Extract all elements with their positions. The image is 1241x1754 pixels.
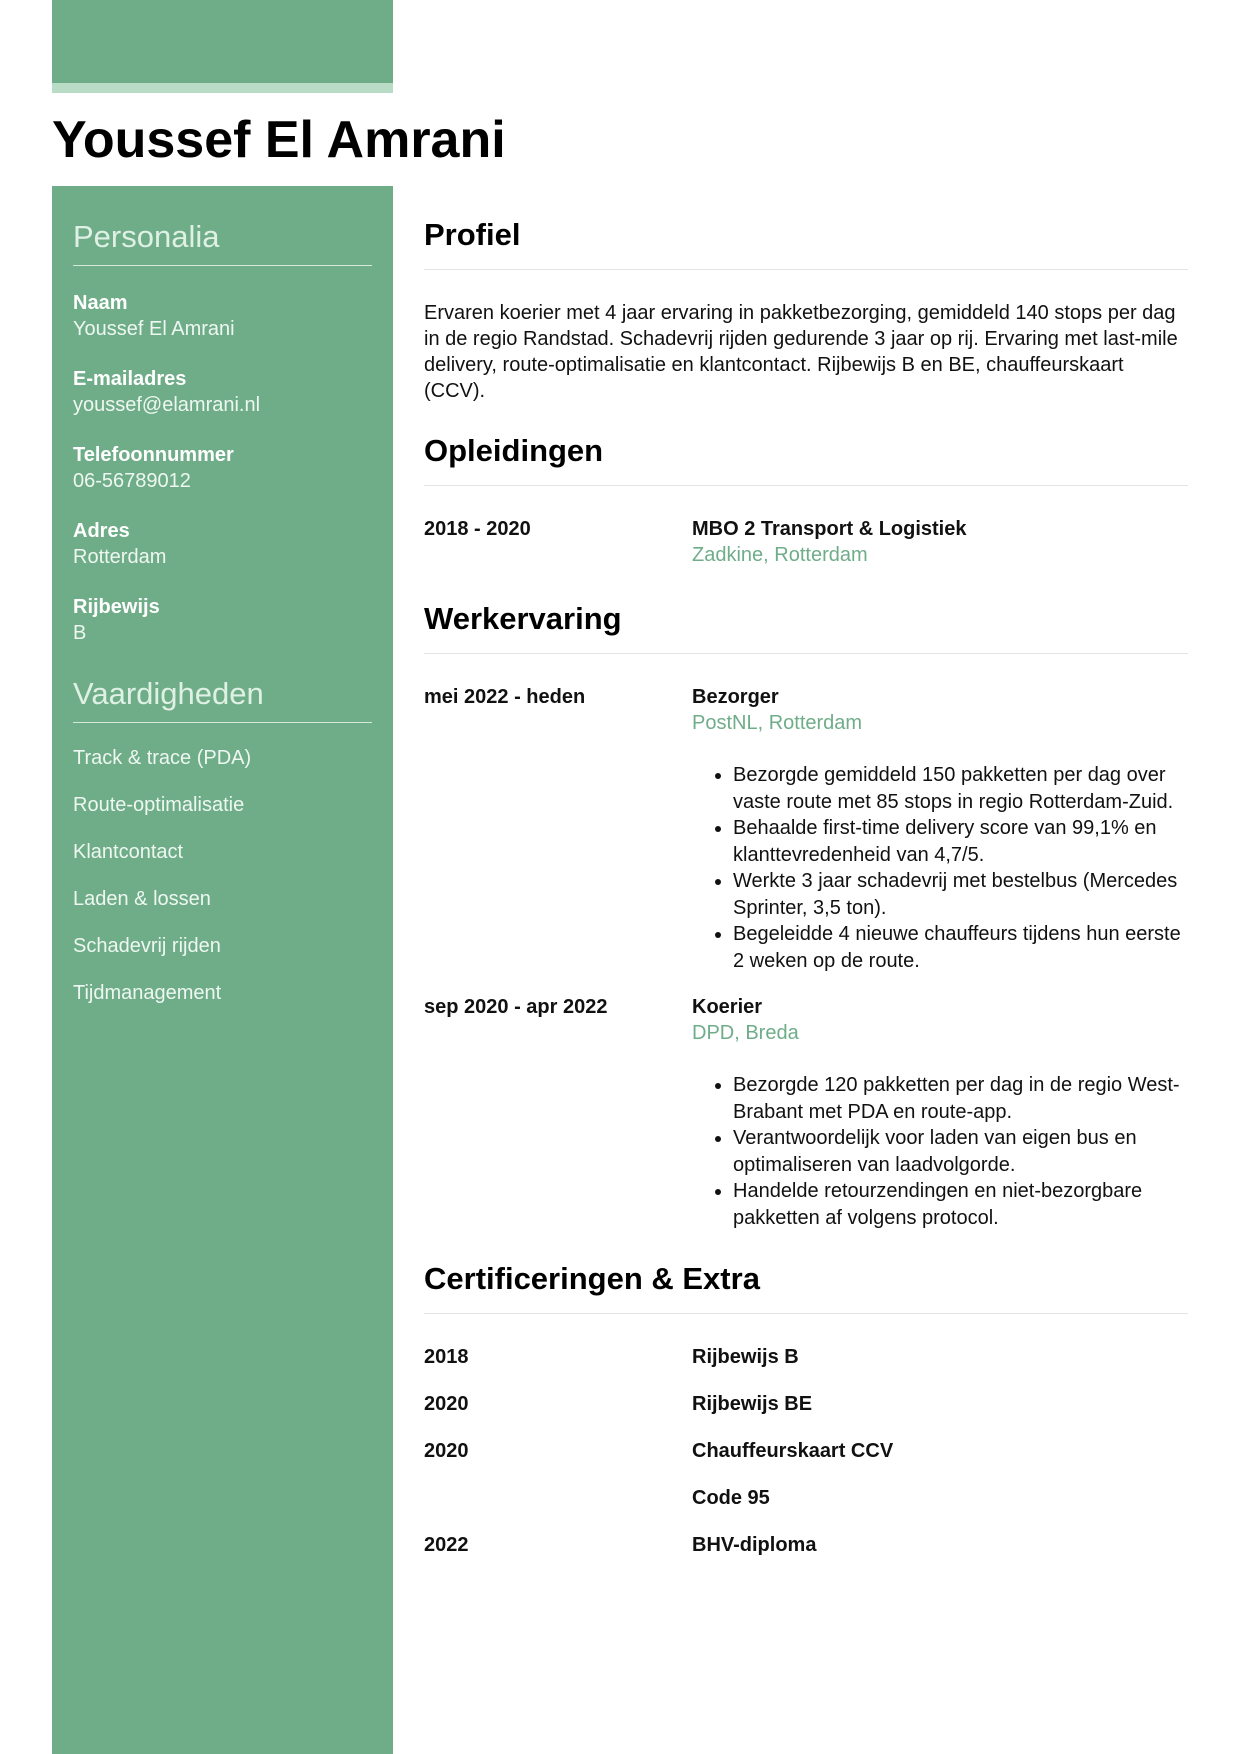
entry-title: Bezorger <box>692 686 779 708</box>
certifications-list <box>424 1344 1188 1559</box>
entry-title: Koerier <box>692 996 763 1018</box>
skill-item: Schadevrij rijden <box>73 935 221 957</box>
cert-year: 2018 <box>424 1346 469 1368</box>
bullet-item: • Behaalde first-time delivery score van 99,1% en klanttevredenheid van 4,7/5. <box>733 815 1188 868</box>
entry-body <box>692 684 1188 974</box>
certifications-title: Certificeringen & Extra <box>424 1257 1188 1314</box>
field-telefoon <box>73 442 372 494</box>
skill-item: Tijdmanagement <box>73 982 222 1004</box>
profile-text: Ervaren koerier met 4 jaar ervaring in pakketbezorging, gemiddeld 140 stops per dag in de regio Randstad. Schadevrij rijden gedurende 3 jaar op rij. Ervaring met last-mile delivery, route-optimalisatie en klantcontact. Rijbewijs B en BE, chauffeurskaart (CCV). <box>424 302 1178 402</box>
bullet-item: • Werkte 3 jaar schadevrij met bestelbus (Mercedes Sprinter, 3,5 ton). <box>733 868 1188 921</box>
field-email <box>73 366 372 418</box>
field-value: Rotterdam <box>73 546 167 568</box>
skill-item: Klantcontact <box>73 841 184 863</box>
field-value: Youssef El Amrani <box>73 318 235 340</box>
field-value: youssef@elamrani.nl <box>73 394 261 416</box>
cert-year: 2020 <box>424 1393 469 1415</box>
field-value: B <box>73 622 87 644</box>
entry-employer: PostNL, Rotterdam <box>692 712 863 734</box>
education-section <box>424 429 1188 568</box>
profile-title: Profiel <box>424 213 1188 270</box>
experience-section <box>424 597 1188 1231</box>
field-naam <box>73 290 372 342</box>
education-title: Opleidingen <box>424 429 1188 486</box>
cert-year <box>424 1485 692 1512</box>
sidebar <box>52 186 393 1754</box>
field-label: Rijbewijs <box>73 596 160 618</box>
skills-list <box>73 723 372 1006</box>
entry-date: mei 2022 - heden <box>424 686 586 708</box>
experience-entry <box>424 994 1188 1231</box>
skill-item: Track & trace (PDA) <box>73 747 252 769</box>
education-entry <box>424 516 1188 568</box>
field-adres <box>73 518 372 570</box>
personalia-list <box>73 290 372 646</box>
skill-item: Route-optimalisatie <box>73 794 245 816</box>
field-label: Telefoonnummer <box>73 444 234 466</box>
entry-date: sep 2020 - apr 2022 <box>424 996 608 1018</box>
header-accent-stripe <box>52 83 393 93</box>
cert-name: Rijbewijs BE <box>692 1393 813 1415</box>
field-label: Adres <box>73 520 130 542</box>
bullet-item: • Bezorgde gemiddeld 150 pakketten per dag over vaste route met 85 stops in regio Rotterdam-Zuid. <box>733 762 1188 815</box>
bullet-item: • Begeleidde 4 nieuwe chauffeurs tijdens hun eerste 2 weken op de route. <box>733 921 1188 974</box>
field-value: 06-56789012 <box>73 470 191 492</box>
field-label: Naam <box>73 292 128 314</box>
experience-entry <box>424 684 1188 974</box>
field-rijbewijs <box>73 594 372 646</box>
bullet-item: • Verantwoordelijk voor laden van eigen bus en optimaliseren van laadvolgorde. <box>733 1125 1188 1178</box>
bullet-item: • Handelde retourzendingen en niet-bezorgbare pakketten af volgens protocol. <box>733 1178 1188 1231</box>
field-label: E-mailadres <box>73 368 187 390</box>
cert-row <box>424 1485 1188 1512</box>
cert-year: 2022 <box>424 1534 469 1556</box>
certifications-section <box>424 1257 1188 1559</box>
cert-name: BHV-diploma <box>692 1534 817 1556</box>
entry-date: 2018 - 2020 <box>424 518 531 540</box>
skill-item: Laden & lossen <box>73 888 211 910</box>
cert-row <box>424 1532 1188 1559</box>
candidate-name: Youssef El Amrani <box>52 111 506 169</box>
cert-name: Rijbewijs B <box>692 1346 799 1368</box>
cert-row <box>424 1344 1188 1371</box>
cert-row <box>424 1438 1188 1465</box>
cert-year: 2020 <box>424 1440 469 1462</box>
cert-name: Chauffeurskaart CCV <box>692 1440 894 1462</box>
bullet-list <box>692 762 1188 974</box>
profile-section <box>424 213 1188 404</box>
skills-heading: Vaardigheden <box>73 676 372 723</box>
entry-body <box>692 516 1188 568</box>
bullet-item: • Bezorgde 120 pakketten per dag in de regio West-Brabant met PDA en route-app. <box>733 1072 1188 1125</box>
personalia-heading: Personalia <box>73 219 372 266</box>
entry-employer: DPD, Breda <box>692 1022 799 1044</box>
entry-institution: Zadkine, Rotterdam <box>692 544 868 566</box>
entry-title: MBO 2 Transport & Logistiek <box>692 518 967 540</box>
cert-name: Code 95 <box>692 1487 770 1509</box>
experience-title: Werkervaring <box>424 597 1188 654</box>
header-color-band <box>52 0 393 83</box>
cert-row <box>424 1391 1188 1418</box>
main-content <box>424 186 1188 1559</box>
entry-body <box>692 994 1188 1231</box>
bullet-list <box>692 1072 1188 1231</box>
